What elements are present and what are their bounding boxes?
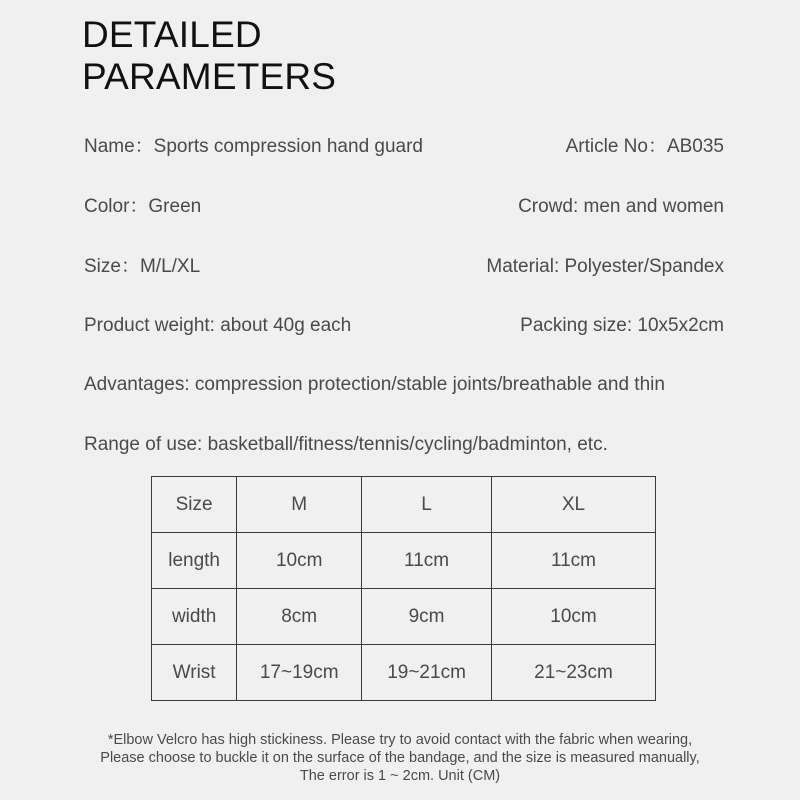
title-line-2: PARAMETERS: [82, 56, 337, 97]
table-cell: 21~23cm: [491, 645, 655, 701]
table-cell: width: [152, 589, 237, 645]
footnote: [0, 731, 800, 785]
table-header-cell: M: [237, 477, 362, 533]
size-table: [151, 476, 656, 701]
param-material: Material: Polyester/Spandex: [486, 256, 724, 277]
table-cell: 8cm: [237, 589, 362, 645]
table-row: [152, 589, 656, 645]
table-cell: 10cm: [237, 533, 362, 589]
table-header-cell: Size: [152, 477, 237, 533]
table-row: [152, 645, 656, 701]
param-size: Size：M/L/XL: [84, 256, 201, 277]
table-cell: 11cm: [491, 533, 655, 589]
table-row: [152, 533, 656, 589]
page-title: [82, 14, 336, 98]
table-cell: Wrist: [152, 645, 237, 701]
table-cell: length: [152, 533, 237, 589]
footnote-line-3: The error is 1 ~ 2cm. Unit (CM): [299, 768, 501, 784]
param-weight: Product weight: about 40g each: [84, 315, 352, 336]
footnote-line-2: Please choose to buckle it on the surface of the bandage, and the size is measured manually,: [100, 750, 700, 766]
param-name: Name：Sports compression hand guard: [84, 136, 424, 157]
table-cell: 11cm: [362, 533, 492, 589]
param-advantages: Advantages: compression protection/stable joints/breathable and thin: [84, 374, 665, 395]
footnote-line-1: *Elbow Velcro has high stickiness. Please try to avoid contact with the fabric when wearing,: [107, 732, 693, 748]
table-cell: 17~19cm: [237, 645, 362, 701]
param-article-no: Article No：AB035: [565, 136, 724, 157]
title-line-1: DETAILED: [82, 14, 262, 55]
param-range-of-use: Range of use: basketball/fitness/tennis/cycling/badminton, etc.: [84, 434, 608, 455]
table-header-row: [152, 477, 656, 533]
table-header-cell: L: [362, 477, 492, 533]
param-crowd: Crowd: men and women: [518, 196, 724, 217]
param-packing-size: Packing size: 10x5x2cm: [520, 315, 724, 336]
table-cell: 10cm: [491, 589, 655, 645]
param-color: Color：Green: [84, 196, 202, 217]
table-cell: 9cm: [362, 589, 492, 645]
table-header-cell: XL: [491, 477, 655, 533]
table-cell: 19~21cm: [362, 645, 492, 701]
